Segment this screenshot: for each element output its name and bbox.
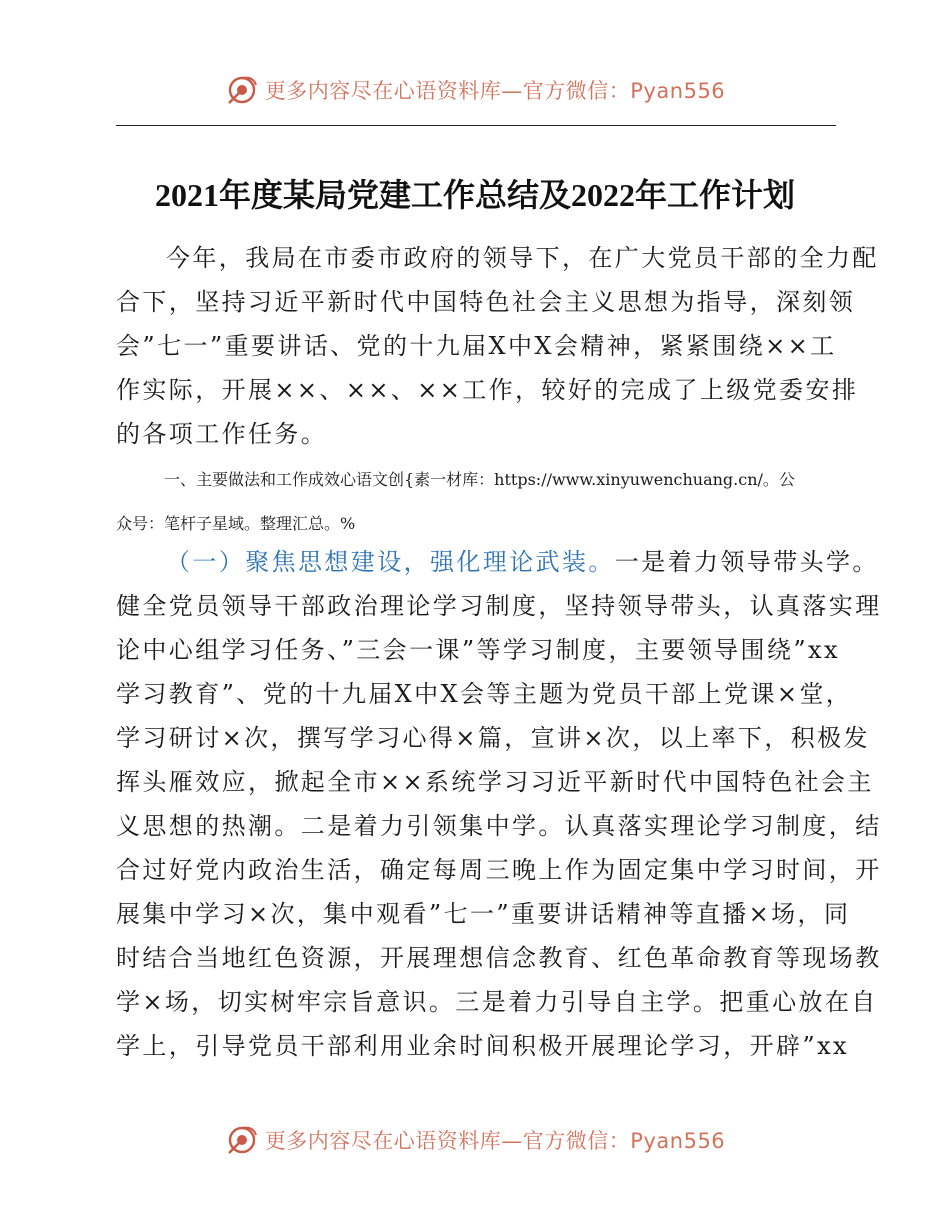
quill-logo-icon [225, 1123, 259, 1157]
quill-logo-icon [225, 73, 259, 107]
header-banner [0, 70, 950, 110]
banner-text: 更多内容尽在心语资料库—官方微信：Pyan556 [264, 1129, 726, 1153]
section-heading-line: 一、主要做法和工作成效心语文创{素一材库：https://www.xinyuwenchuang.cn/。公 [164, 470, 795, 489]
section-heading-line: 众号：笔杆子星域。整理汇总。% [116, 514, 356, 533]
section-heading-one [116, 458, 838, 546]
paragraph-line: 学习教育”、党的十九届X中X会等主题为党员干部上党课×堂， [116, 680, 853, 708]
intro-paragraph [116, 236, 879, 456]
paragraph-line: 义思想的热潮。二是着力引领集中学。认真落实理论学习制度，结 [116, 812, 882, 840]
paragraph-line: 今年，我局在市委市政府的领导下，在广大党员干部的全力配 [166, 244, 879, 272]
paragraph-line: 学上，引导党员干部利用业余时间积极开展理论学习，开辟”xx [116, 1032, 849, 1060]
paragraph-line: 论中心组学习任务、”三会一课”等学习制度，主要领导围绕”xx [116, 636, 840, 664]
paragraph-line: 合下，坚持习近平新时代中国特色社会主义思想为指导，深刻领 [116, 288, 856, 316]
paragraph-line: 健全党员领导干部政治理论学习制度，坚持领导带头，认真落实理 [116, 592, 882, 620]
paragraph-line: 合过好党内政治生活，确定每周三晚上作为固定集中学习时间，开 [116, 856, 882, 884]
paragraph-line: 作实际，开展××、××、××工作，较好的完成了上级党委安排 [116, 376, 859, 404]
paragraph-line: 展集中学习×次，集中观看”七一”重要讲话精神等直播×场，同 [116, 900, 851, 928]
banner-text: 更多内容尽在心语资料库—官方微信：Pyan556 [264, 79, 726, 103]
paragraph-first-line [116, 540, 879, 584]
sub-heading: （一）聚焦思想建设，强化理论武装。 [166, 548, 615, 576]
paragraph-line: 的各项工作任务。 [116, 420, 328, 448]
paragraph-line: 时结合当地红色资源，开展理想信念教育、红色革命教育等现场教 [116, 944, 882, 972]
paragraph-line: 学×场，切实树牢宗旨意识。三是着力引导自主学。把重心放在自 [116, 988, 878, 1016]
sub-heading-tail: 一是着力领导带头学。 [614, 548, 879, 576]
header-divider [116, 125, 836, 126]
paragraph-line: 会”七一”重要讲话、党的十九届X中X会精神，紧紧围绕××工 [116, 332, 837, 360]
paragraph-line: 学习研讨×次，撰写学习心得×篇，宣讲×次，以上率下，积极发 [116, 724, 870, 752]
body-paragraph [116, 540, 882, 1068]
footer-banner [0, 1120, 950, 1160]
paragraph-line: 挥头雁效应，掀起全市××系统学习习近平新时代中国特色社会主 [116, 768, 874, 796]
document-title: 2021年度某局党建工作总结及2022年工作计划 [154, 177, 795, 213]
